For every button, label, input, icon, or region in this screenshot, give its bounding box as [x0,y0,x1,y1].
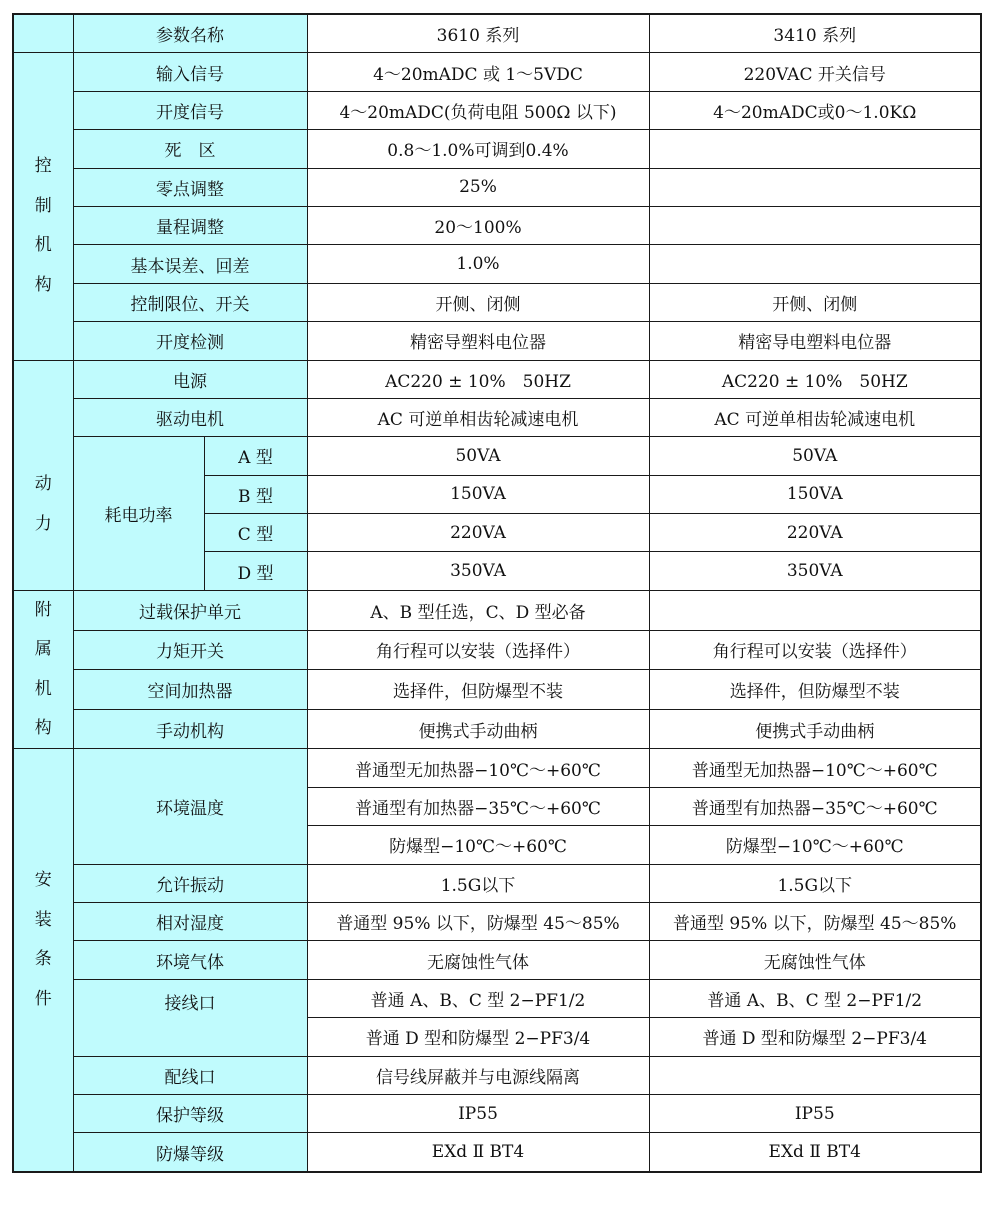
category-install [13,749,73,1172]
param-name: 驱动电机 [73,398,307,436]
value-3610: 开侧、闭侧 [307,283,649,321]
category-char: 构 [34,718,52,739]
value-3610: 无腐蚀性气体 [307,941,649,979]
value-3610: 1.0% [307,245,649,283]
table-row [13,53,981,91]
value-3410 [649,1056,981,1094]
value-3610: 角行程可以安装（选择件） [307,630,649,670]
category-char: 控 [34,156,52,177]
value-3610: 普通型无加热器−10℃～+60℃ [307,749,649,787]
value-3410: 220VAC 开关信号 [649,53,981,91]
value-3410: EXd Ⅱ BT4 [649,1133,981,1172]
value-3410: 350VA [649,552,981,590]
value-3410: AC220 ± 10% 50HZ [649,360,981,398]
table-row [13,245,981,283]
value-3610: 350VA [307,552,649,590]
category-char: 附 [34,599,52,620]
spec-table [12,13,982,1173]
value-3610: 普通 A、B、C 型 2−PF1/2 [307,979,649,1017]
param-name: 配线口 [73,1056,307,1094]
value-3610: 信号线屏蔽并与电源线隔离 [307,1056,649,1094]
value-3610: 25% [307,168,649,206]
category-char: 条 [34,949,52,970]
value-3410: 普通 D 型和防爆型 2−PF3/4 [649,1018,981,1056]
value-3610: AC220 ± 10% 50HZ [307,360,649,398]
param-name-power-consumption: 耗电功率 [73,437,204,591]
param-name-wiring: 接线口 [73,979,307,1056]
table-row [13,670,981,710]
table-row [13,1133,981,1172]
value-3410 [649,206,981,244]
param-name: 电源 [73,360,307,398]
value-3610: 1.5G以下 [307,864,649,902]
value-3410: 4～20mADC或0～1.0KΩ [649,91,981,129]
table-row [13,979,981,1017]
value-3610: 选择件，但防爆型不装 [307,670,649,710]
value-3610: IP55 [307,1095,649,1133]
series-3410-header: 3410 系列 [649,14,981,53]
category-char: 机 [34,235,52,256]
value-3610: 防爆型−10℃～+60℃ [307,826,649,864]
power-type: C 型 [204,514,307,552]
param-name: 开度信号 [73,91,307,129]
value-3410: 150VA [649,475,981,513]
table-row [13,903,981,941]
value-3610: 0.8～1.0%可调到0.4% [307,130,649,168]
value-3410 [649,590,981,630]
value-3610: 4～20mADC(负荷电阻 500Ω 以下) [307,91,649,129]
value-3610: 普通 D 型和防爆型 2−PF3/4 [307,1018,649,1056]
category-char: 件 [34,988,52,1009]
param-name: 力矩开关 [73,630,307,670]
value-3610: 20～100% [307,206,649,244]
param-name: 防爆等级 [73,1133,307,1172]
value-3410: IP55 [649,1095,981,1133]
value-3410: 1.5G以下 [649,864,981,902]
value-3610: 精密导塑料电位器 [307,322,649,360]
param-name: 手动机构 [73,709,307,749]
value-3410: 普通型有加热器−35℃～+60℃ [649,787,981,825]
category-power [13,360,73,590]
value-3410: 防爆型−10℃～+60℃ [649,826,981,864]
category-control [13,53,73,360]
param-name: 控制限位、开关 [73,283,307,321]
category-accessory [13,590,73,749]
table-row [13,91,981,129]
value-3410: 普通型无加热器−10℃～+60℃ [649,749,981,787]
value-3610: 4～20mADC 或 1～5VDC [307,53,649,91]
table-row [13,168,981,206]
table-row [13,130,981,168]
category-char: 机 [34,678,52,699]
power-type: A 型 [204,437,307,475]
param-name: 保护等级 [73,1095,307,1133]
table-row [13,283,981,321]
value-3410: AC 可逆单相齿轮减速电机 [649,398,981,436]
table-row [13,630,981,670]
value-3410 [649,168,981,206]
series-3610-header: 3610 系列 [307,14,649,53]
value-3410: 便携式手动曲柄 [649,709,981,749]
table-row [13,360,981,398]
param-name: 开度检测 [73,322,307,360]
table-row [13,864,981,902]
value-3610: A、B 型任选，C、D 型必备 [307,590,649,630]
value-3410: 精密导电塑料电位器 [649,322,981,360]
category-char: 装 [34,909,52,930]
value-3610: 普通型 95% 以下，防爆型 45～85% [307,903,649,941]
table-row [13,206,981,244]
param-name: 零点调整 [73,168,307,206]
value-3610: 150VA [307,475,649,513]
param-name: 空间加热器 [73,670,307,710]
value-3410: 普通型 95% 以下，防爆型 45～85% [649,903,981,941]
category-header-cell [13,14,73,53]
table-row [13,749,981,787]
value-3610: 220VA [307,514,649,552]
value-3610: 普通型有加热器−35℃～+60℃ [307,787,649,825]
table-row [13,941,981,979]
power-type: B 型 [204,475,307,513]
category-char: 力 [34,513,52,534]
param-name: 过载保护单元 [73,590,307,630]
category-char: 动 [34,474,52,495]
value-3410: 开侧、闭侧 [649,283,981,321]
param-name: 输入信号 [73,53,307,91]
param-name: 量程调整 [73,206,307,244]
param-name: 环境气体 [73,941,307,979]
value-3610: 50VA [307,437,649,475]
value-3410: 选择件，但防爆型不装 [649,670,981,710]
table-row [13,590,981,630]
value-3410 [649,130,981,168]
param-name: 基本误差、回差 [73,245,307,283]
value-3410: 220VA [649,514,981,552]
category-char: 安 [34,870,52,891]
power-type: D 型 [204,552,307,590]
header-row [13,14,981,53]
table-row [13,1095,981,1133]
param-name: 允许振动 [73,864,307,902]
table-row [13,1056,981,1094]
table-row [13,709,981,749]
table-row [13,398,981,436]
value-3410: 普通 A、B、C 型 2−PF1/2 [649,979,981,1017]
category-char: 属 [34,639,52,660]
value-3610: AC 可逆单相齿轮减速电机 [307,398,649,436]
category-char: 制 [34,195,52,216]
param-name-env-temp: 环境温度 [73,749,307,864]
param-name: 相对湿度 [73,903,307,941]
param-name: 死 区 [73,130,307,168]
table-row [13,437,981,475]
value-3410 [649,245,981,283]
param-name-header: 参数名称 [73,14,307,53]
category-char: 构 [34,274,52,295]
value-3410: 角行程可以安装（选择件） [649,630,981,670]
table-row [13,322,981,360]
value-3410: 50VA [649,437,981,475]
value-3610: EXd Ⅱ BT4 [307,1133,649,1172]
value-3410: 无腐蚀性气体 [649,941,981,979]
value-3610: 便携式手动曲柄 [307,709,649,749]
